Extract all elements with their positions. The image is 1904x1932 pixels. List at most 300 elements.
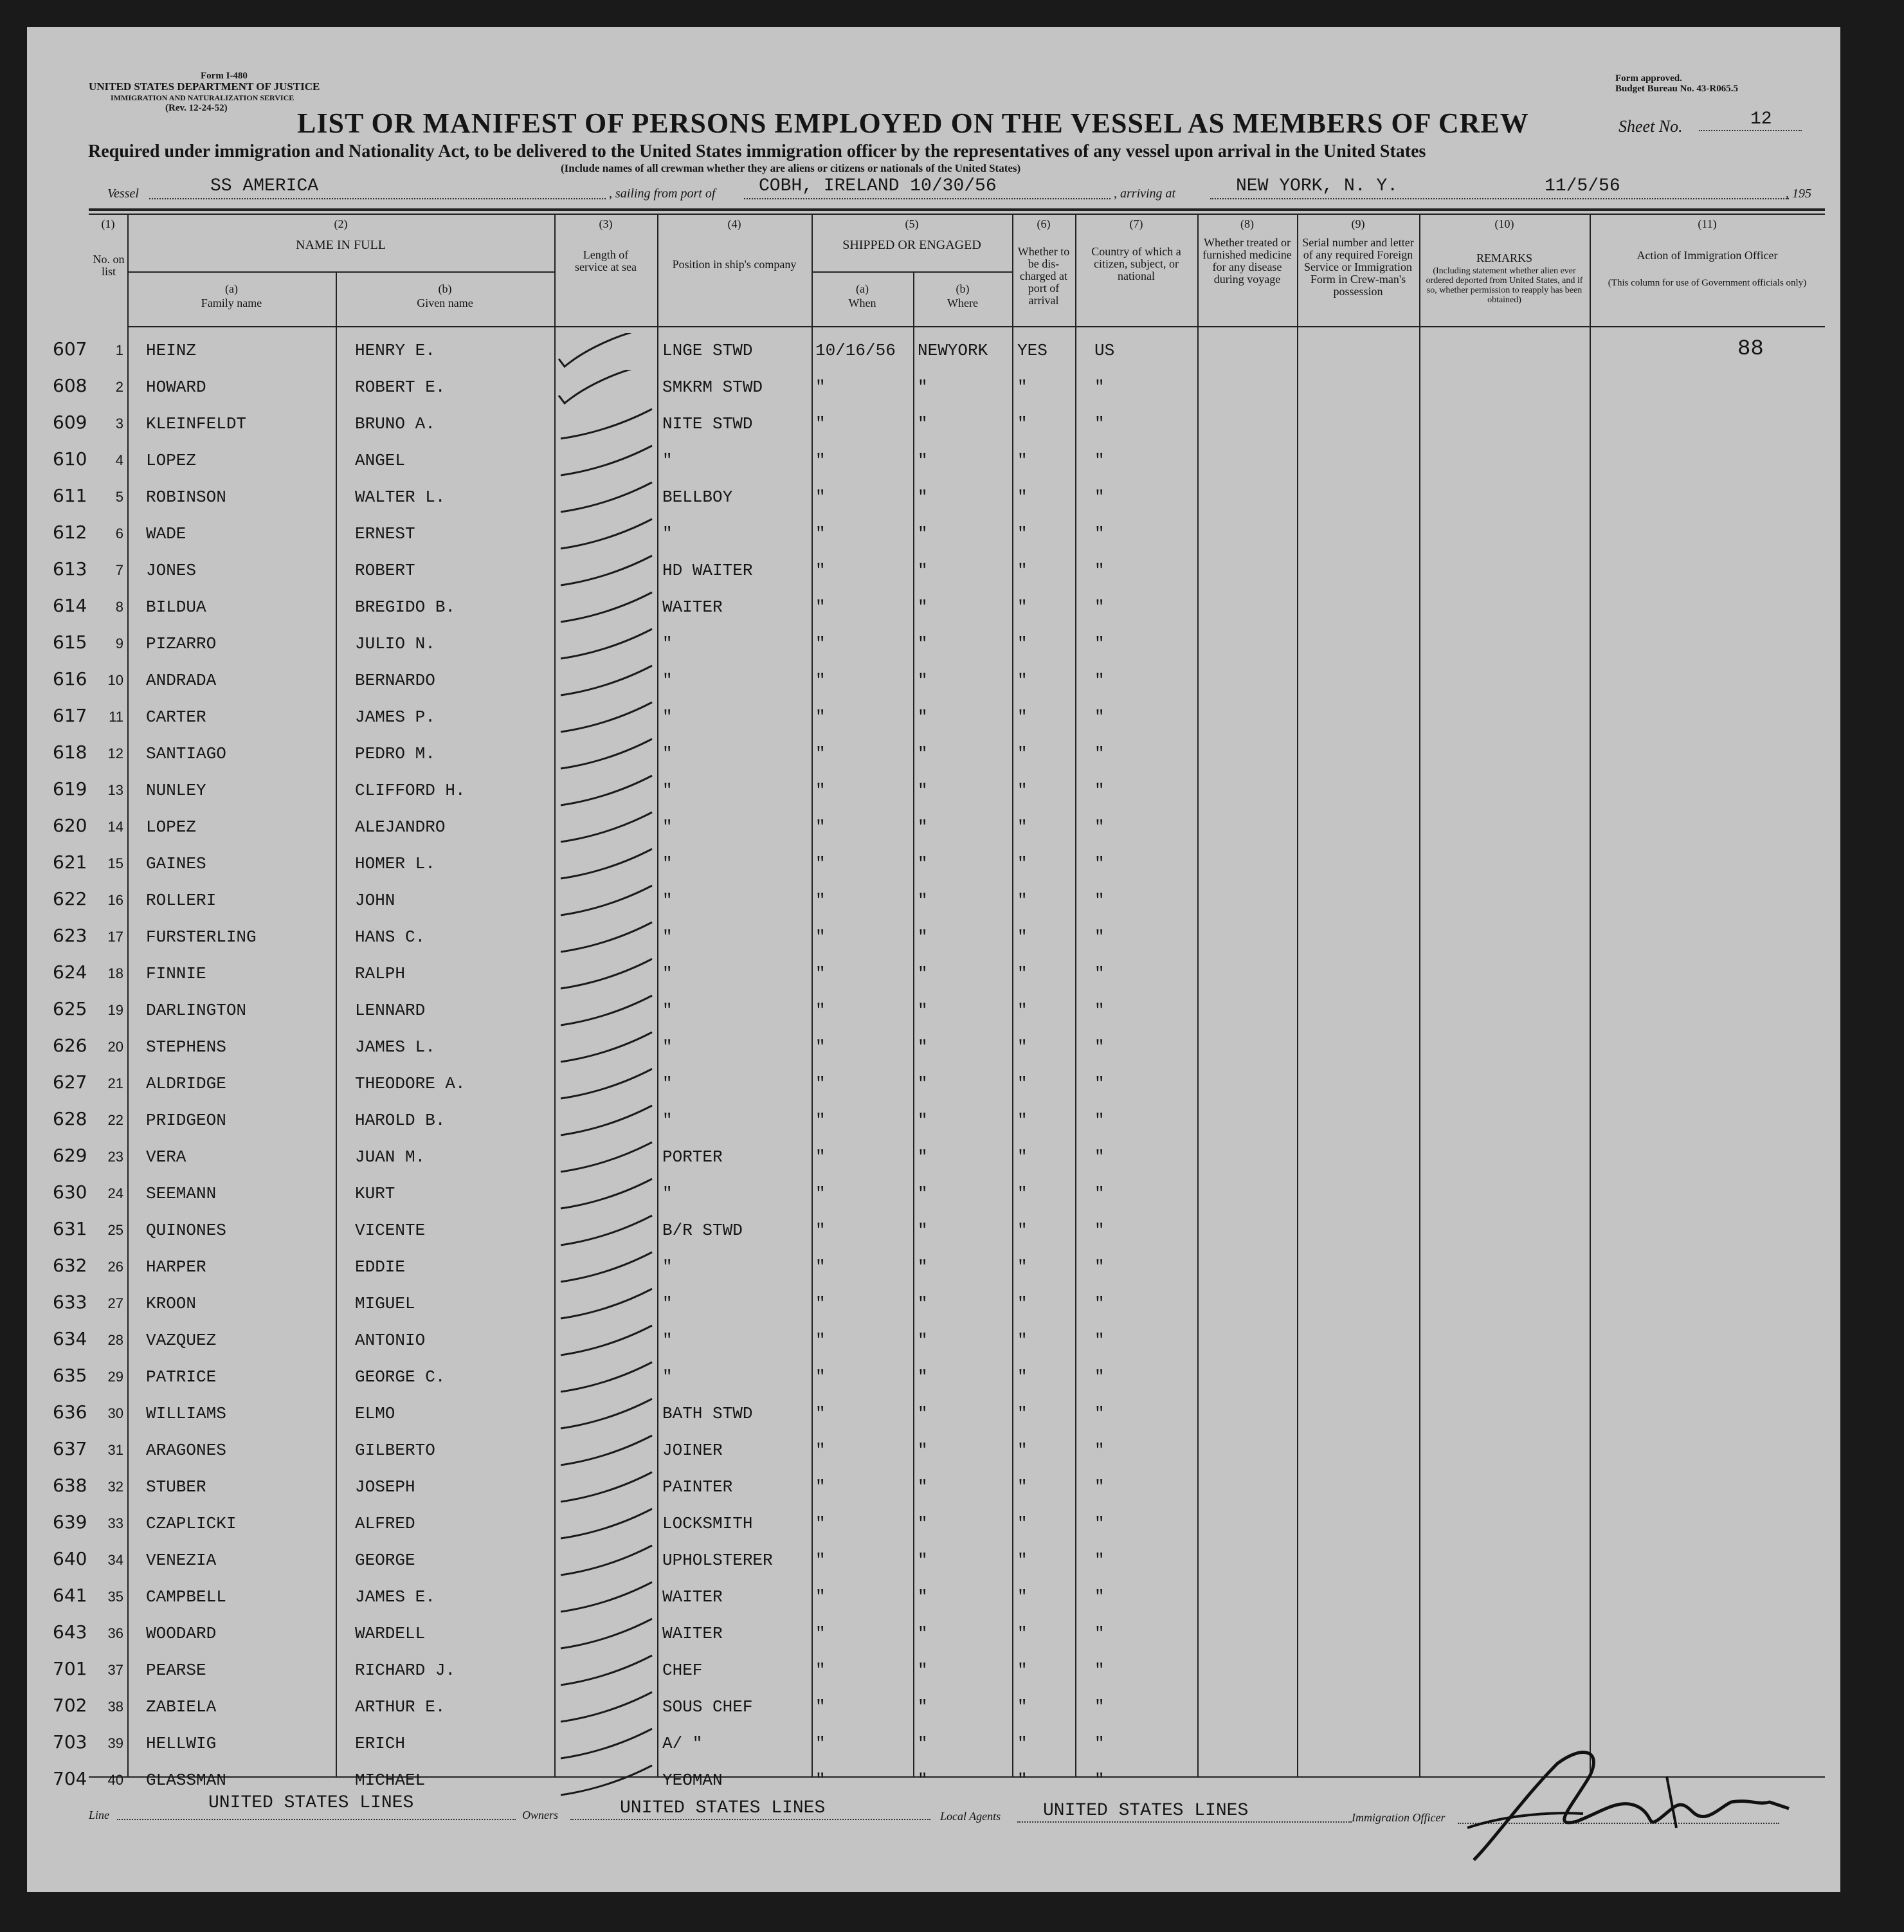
country: " — [1094, 634, 1105, 653]
row-number: 39 — [107, 1735, 123, 1751]
shipped-when: " — [815, 1697, 826, 1717]
row-number: 19 — [107, 1002, 123, 1018]
discharged: " — [1017, 524, 1028, 543]
table-row — [27, 1392, 1840, 1429]
shipped-where: " — [918, 597, 928, 617]
family-name: FINNIE — [146, 964, 206, 983]
given-name: BREGIDO B. — [355, 597, 456, 617]
row-number: 32 — [107, 1479, 123, 1495]
family-name: FURSTERLING — [146, 927, 257, 947]
shipped-where: " — [918, 671, 928, 690]
shipped-where: NEWYORK — [918, 341, 988, 360]
table-row — [27, 1612, 1840, 1649]
list-number: 614 — [53, 595, 87, 616]
discharged: " — [1017, 1661, 1028, 1680]
family-name: SEEMANN — [146, 1184, 217, 1203]
row-number: 5 — [115, 489, 123, 505]
country: " — [1094, 1221, 1105, 1240]
table-row — [27, 1576, 1840, 1612]
given-name: HANS C. — [355, 927, 426, 947]
line-label: Line — [89, 1809, 110, 1821]
given-name: ANTONIO — [355, 1331, 426, 1350]
header-family-name: Family name — [201, 296, 262, 309]
discharged: " — [1017, 451, 1028, 470]
shipped-when: " — [815, 561, 826, 580]
discharged: " — [1017, 1221, 1028, 1240]
shipped-when: " — [815, 927, 826, 947]
header-position: Position in ship's company — [672, 258, 797, 271]
row-number: 4 — [115, 452, 123, 468]
family-name: GLASSMAN — [146, 1771, 226, 1790]
row-number: 9 — [115, 635, 123, 652]
family-name: CZAPLICKI — [146, 1514, 237, 1533]
country: " — [1094, 1587, 1105, 1607]
header-action-note: (This column for use of Government officials only) — [1608, 278, 1807, 288]
country: " — [1094, 1734, 1105, 1753]
vessel-name: SS AMERICA — [210, 176, 319, 196]
family-name: LOPEZ — [146, 817, 197, 837]
position: PAINTER — [662, 1477, 733, 1497]
discharged: " — [1017, 1514, 1028, 1533]
shipped-when: " — [815, 671, 826, 690]
table-row — [27, 1686, 1840, 1722]
country: " — [1094, 1294, 1105, 1313]
line-value: UNITED STATES LINES — [208, 1793, 414, 1813]
shipped-where: " — [918, 854, 928, 873]
country: " — [1094, 488, 1105, 507]
position: SOUS CHEF — [662, 1697, 753, 1717]
shipped-where: " — [918, 1257, 928, 1277]
shipped-when: " — [815, 1551, 826, 1570]
shipped-when: " — [815, 634, 826, 653]
shipped-where: " — [918, 781, 928, 800]
discharged: " — [1017, 854, 1028, 873]
position: " — [662, 1257, 673, 1277]
shipped-when: " — [815, 891, 826, 910]
given-name: EDDIE — [355, 1257, 406, 1277]
given-name: THEODORE A. — [355, 1074, 466, 1093]
list-number: 628 — [53, 1108, 87, 1129]
header-shipped: SHIPPED OR ENGAGED — [842, 238, 981, 252]
row-number: 22 — [107, 1112, 123, 1128]
position: B/R STWD — [662, 1221, 743, 1240]
row-number: 8 — [115, 599, 123, 615]
table-row — [27, 1099, 1840, 1136]
shipped-where: " — [918, 561, 928, 580]
discharged: " — [1017, 1587, 1028, 1607]
country: " — [1094, 524, 1105, 543]
table-row — [27, 696, 1840, 733]
position: BATH STWD — [662, 1404, 753, 1423]
given-name: RALPH — [355, 964, 406, 983]
table-row — [27, 623, 1840, 659]
position: " — [662, 1184, 673, 1203]
given-name: MICHAEL — [355, 1771, 426, 1790]
position: " — [662, 927, 673, 947]
country: " — [1094, 378, 1105, 397]
header-given-b: (b) — [438, 282, 452, 295]
col-num-6: (6) — [1037, 217, 1051, 230]
list-number: 626 — [53, 1035, 87, 1056]
arrival-date: 11/5/56 — [1545, 176, 1620, 196]
shipped-when: " — [815, 1734, 826, 1753]
given-name: ERNEST — [355, 524, 415, 543]
list-number: 635 — [53, 1365, 87, 1386]
shipped-when: " — [815, 781, 826, 800]
header-where: Where — [947, 296, 978, 309]
position: " — [662, 964, 673, 983]
discharged: " — [1017, 1441, 1028, 1460]
row-number: 11 — [109, 709, 123, 725]
given-name: GEORGE — [355, 1551, 415, 1570]
shipped-where: " — [918, 1037, 928, 1057]
family-name: HEINZ — [146, 341, 197, 360]
agents-label: Local Agents — [940, 1810, 1001, 1823]
position: BELLBOY — [662, 488, 733, 507]
discharged: " — [1017, 1734, 1028, 1753]
discharged: " — [1017, 1257, 1028, 1277]
given-name: GEORGE C. — [355, 1367, 446, 1387]
given-name: HAROLD B. — [355, 1111, 446, 1130]
discharged: " — [1017, 1111, 1028, 1130]
shipped-when: " — [815, 1331, 826, 1350]
shipped-where: " — [918, 1111, 928, 1130]
row-number: 28 — [107, 1332, 123, 1348]
given-name: ELMO — [355, 1404, 395, 1423]
country: " — [1094, 854, 1105, 873]
row-number: 38 — [107, 1699, 123, 1715]
shipped-when: " — [815, 1404, 826, 1423]
shipped-where: " — [918, 1294, 928, 1313]
header-given-name: Given name — [417, 296, 473, 309]
col-num-8: (8) — [1240, 217, 1254, 230]
list-number: 631 — [53, 1218, 87, 1239]
owners-label: Owners — [522, 1809, 559, 1821]
shipped-when: " — [815, 414, 826, 433]
discharged: " — [1017, 414, 1028, 433]
family-name: HOWARD — [146, 378, 206, 397]
shipped-when: " — [815, 1037, 826, 1057]
list-number: 610 — [53, 448, 87, 469]
list-number: 624 — [53, 961, 87, 983]
given-name: WARDELL — [355, 1624, 426, 1643]
discharged: " — [1017, 1477, 1028, 1497]
family-name: CAMPBELL — [146, 1587, 226, 1607]
family-name: KROON — [146, 1294, 197, 1313]
given-name: ARTHUR E. — [355, 1697, 446, 1717]
family-name: WOODARD — [146, 1624, 217, 1643]
table-row — [27, 1429, 1840, 1466]
list-number: 634 — [53, 1328, 87, 1349]
shipped-where: " — [918, 1661, 928, 1680]
col-num-11: (11) — [1698, 217, 1717, 230]
given-name: RICHARD J. — [355, 1661, 456, 1680]
shipped-when: " — [815, 1074, 826, 1093]
shipped-when: " — [815, 488, 826, 507]
position: " — [662, 451, 673, 470]
shipped-when: " — [815, 1111, 826, 1130]
given-name: HOMER L. — [355, 854, 435, 873]
country: " — [1094, 1477, 1105, 1497]
position: WAITER — [662, 597, 723, 617]
list-number: 627 — [53, 1071, 87, 1093]
table-row — [27, 1246, 1840, 1282]
list-number: 613 — [53, 558, 87, 579]
list-number: 616 — [53, 668, 87, 689]
position: " — [662, 707, 673, 727]
table-row — [27, 1062, 1840, 1099]
position: " — [662, 634, 673, 653]
row-number: 29 — [107, 1369, 123, 1385]
list-number: 623 — [53, 925, 87, 946]
shipped-where: " — [918, 964, 928, 983]
given-name: MIGUEL — [355, 1294, 415, 1313]
list-number: 609 — [53, 412, 87, 433]
table-row — [27, 1209, 1840, 1246]
country: " — [1094, 1074, 1105, 1093]
discharged: YES — [1017, 341, 1047, 360]
table-row — [27, 1539, 1840, 1576]
table-row — [27, 1649, 1840, 1686]
table-row — [27, 989, 1840, 1026]
row-number: 36 — [107, 1625, 123, 1641]
list-number: 617 — [53, 705, 87, 726]
family-name: VENEZIA — [146, 1551, 217, 1570]
given-name: PEDRO M. — [355, 744, 435, 763]
given-name: LENNARD — [355, 1001, 426, 1020]
country: " — [1094, 964, 1105, 983]
shipped-where: " — [918, 1514, 928, 1533]
position: YEOMAN — [662, 1771, 723, 1790]
header-treated: Whether treated or furnished medicine for any disease during voyage — [1202, 236, 1292, 286]
list-number: 615 — [53, 632, 87, 653]
shipped-where: " — [918, 634, 928, 653]
family-name: CARTER — [146, 707, 206, 727]
given-name: JOSEPH — [355, 1477, 415, 1497]
shipped-when: 10/16/56 — [815, 341, 896, 360]
header-when-a: (a) — [856, 282, 869, 295]
table-row — [27, 879, 1840, 916]
subtitle: Required under immigration and Nationality Act, to be delivered to the United States immigration officer by the representatives of any vessel upon arrival in the United States — [88, 141, 1426, 161]
col-num-4: (4) — [727, 217, 741, 230]
given-name: JUAN M. — [355, 1147, 426, 1167]
col-num-9: (9) — [1351, 217, 1365, 230]
table-row — [27, 1502, 1840, 1539]
country: " — [1094, 1147, 1105, 1167]
family-name: NUNLEY — [146, 781, 206, 800]
position: PORTER — [662, 1147, 723, 1167]
discharged: " — [1017, 1697, 1028, 1717]
country: " — [1094, 1404, 1105, 1423]
shipped-when: " — [815, 964, 826, 983]
shipped-when: " — [815, 597, 826, 617]
header-no-on-list: No. on list — [93, 253, 125, 278]
row-number: 34 — [107, 1552, 123, 1568]
discharged: " — [1017, 1404, 1028, 1423]
position: LNGE STWD — [662, 341, 753, 360]
country: " — [1094, 817, 1105, 837]
position: " — [662, 891, 673, 910]
discharged: " — [1017, 891, 1028, 910]
header-where-b: (b) — [956, 282, 970, 295]
officer-signature — [1455, 1738, 1815, 1866]
discharged: " — [1017, 1771, 1028, 1790]
table-row — [27, 806, 1840, 843]
shipped-where: " — [918, 1331, 928, 1350]
discharged: " — [1017, 1001, 1028, 1020]
given-name: JAMES P. — [355, 707, 435, 727]
shipped-when: " — [815, 854, 826, 873]
shipped-where: " — [918, 891, 928, 910]
port-of-departure: COBH, IRELAND 10/30/56 — [759, 176, 997, 196]
country: " — [1094, 1514, 1105, 1533]
country: " — [1094, 1257, 1105, 1277]
row-number: 40 — [107, 1772, 123, 1788]
country: " — [1094, 1771, 1105, 1790]
row-number: 16 — [107, 892, 123, 908]
discharged: " — [1017, 964, 1028, 983]
shipped-where: " — [918, 1587, 928, 1607]
officer-label: Immigration Officer — [1352, 1811, 1446, 1824]
country: " — [1094, 451, 1105, 470]
table-row — [27, 586, 1840, 623]
family-name: ALDRIDGE — [146, 1074, 226, 1093]
owners-value: UNITED STATES LINES — [620, 1798, 826, 1818]
family-name: VERA — [146, 1147, 186, 1167]
table-row — [27, 659, 1840, 696]
discharged: " — [1017, 1367, 1028, 1387]
given-name: ALEJANDRO — [355, 817, 446, 837]
position: UPHOLSTERER — [662, 1551, 773, 1570]
family-name: VAZQUEZ — [146, 1331, 217, 1350]
position: " — [662, 1331, 673, 1350]
given-name: BRUNO A. — [355, 414, 435, 433]
row-number: 33 — [107, 1515, 123, 1531]
shipped-where: " — [918, 451, 928, 470]
row-number: 21 — [107, 1075, 123, 1091]
discharged: " — [1017, 1184, 1028, 1203]
country: " — [1094, 891, 1105, 910]
header-when: When — [848, 296, 876, 309]
family-name: DARLINGTON — [146, 1001, 247, 1020]
row-number: 31 — [107, 1442, 123, 1458]
manifest-page — [27, 27, 1840, 1892]
country: " — [1094, 744, 1105, 763]
department: UNITED STATES DEPARTMENT OF JUSTICE — [89, 80, 320, 93]
table-row — [27, 329, 1840, 366]
given-name: BERNARDO — [355, 671, 435, 690]
row-number: 1 — [115, 342, 123, 358]
col-num-10: (10) — [1494, 217, 1514, 230]
table-row — [27, 1282, 1840, 1319]
shipped-where: " — [918, 1624, 928, 1643]
position: JOINER — [662, 1441, 723, 1460]
action-value: 88 — [1737, 337, 1764, 361]
family-name: PEARSE — [146, 1661, 206, 1680]
family-name: ROLLERI — [146, 891, 217, 910]
list-number: 608 — [53, 375, 87, 396]
col-num-3: (3) — [599, 217, 613, 230]
shipped-where: " — [918, 1074, 928, 1093]
row-number: 18 — [107, 965, 123, 981]
shipped-when: " — [815, 1587, 826, 1607]
country: " — [1094, 781, 1105, 800]
row-number: 25 — [107, 1222, 123, 1238]
family-name: STUBER — [146, 1477, 206, 1497]
position: " — [662, 817, 673, 837]
shipped-when: " — [815, 1514, 826, 1533]
list-number: 703 — [53, 1731, 87, 1753]
table-row — [27, 733, 1840, 769]
vessel-label: Vessel — [107, 187, 139, 201]
discharged: " — [1017, 817, 1028, 837]
row-number: 35 — [107, 1589, 123, 1605]
row-number: 37 — [107, 1662, 123, 1678]
shipped-when: " — [815, 1771, 826, 1790]
given-name: JOHN — [355, 891, 395, 910]
country: " — [1094, 1624, 1105, 1643]
list-number: 630 — [53, 1181, 87, 1203]
sheet-label: Sheet No. — [1618, 117, 1683, 136]
list-number: 621 — [53, 852, 87, 873]
position: " — [662, 1037, 673, 1057]
table-row — [27, 1319, 1840, 1356]
discharged: " — [1017, 561, 1028, 580]
list-number: 639 — [53, 1511, 87, 1533]
list-number: 632 — [53, 1255, 87, 1276]
list-number: 612 — [53, 522, 87, 543]
budget-bureau: Budget Bureau No. 43-R065.5 — [1615, 84, 1738, 94]
family-name: HELLWIG — [146, 1734, 217, 1753]
shipped-where: " — [918, 1734, 928, 1753]
discharged: " — [1017, 927, 1028, 947]
position: NITE STWD — [662, 414, 753, 433]
country: " — [1094, 1331, 1105, 1350]
shipped-when: " — [815, 524, 826, 543]
given-name: ROBERT — [355, 561, 415, 580]
col-num-1: (1) — [101, 217, 115, 230]
include-note: (Include names of all crewman whether they are aliens or citizens or nationals of the United States) — [561, 162, 1021, 174]
given-name: ANGEL — [355, 451, 406, 470]
shipped-when: " — [815, 1184, 826, 1203]
country: " — [1094, 1111, 1105, 1130]
shipped-when: " — [815, 1624, 826, 1643]
header-country: Country of which a citizen, subject, or national — [1091, 245, 1181, 282]
family-name: JONES — [146, 561, 197, 580]
shipped-when: " — [815, 1477, 826, 1497]
list-number: 625 — [53, 998, 87, 1019]
discharged: " — [1017, 781, 1028, 800]
shipped-when: " — [815, 1441, 826, 1460]
list-number: 611 — [53, 485, 87, 506]
discharged: " — [1017, 707, 1028, 727]
position: SMKRM STWD — [662, 378, 763, 397]
table-row — [27, 439, 1840, 476]
family-name: WILLIAMS — [146, 1404, 226, 1423]
header-action: Action of Immigration Officer — [1637, 249, 1778, 262]
agents-value: UNITED STATES LINES — [1043, 1801, 1249, 1821]
service-check-mark — [556, 1763, 671, 1801]
position: " — [662, 854, 673, 873]
list-number: 701 — [53, 1658, 87, 1679]
country: US — [1094, 341, 1115, 360]
position: WAITER — [662, 1624, 723, 1643]
row-number: 17 — [107, 929, 123, 945]
shipped-where: " — [918, 927, 928, 947]
family-name: STEPHENS — [146, 1037, 226, 1057]
discharged: " — [1017, 1074, 1028, 1093]
position: WAITER — [662, 1587, 723, 1607]
